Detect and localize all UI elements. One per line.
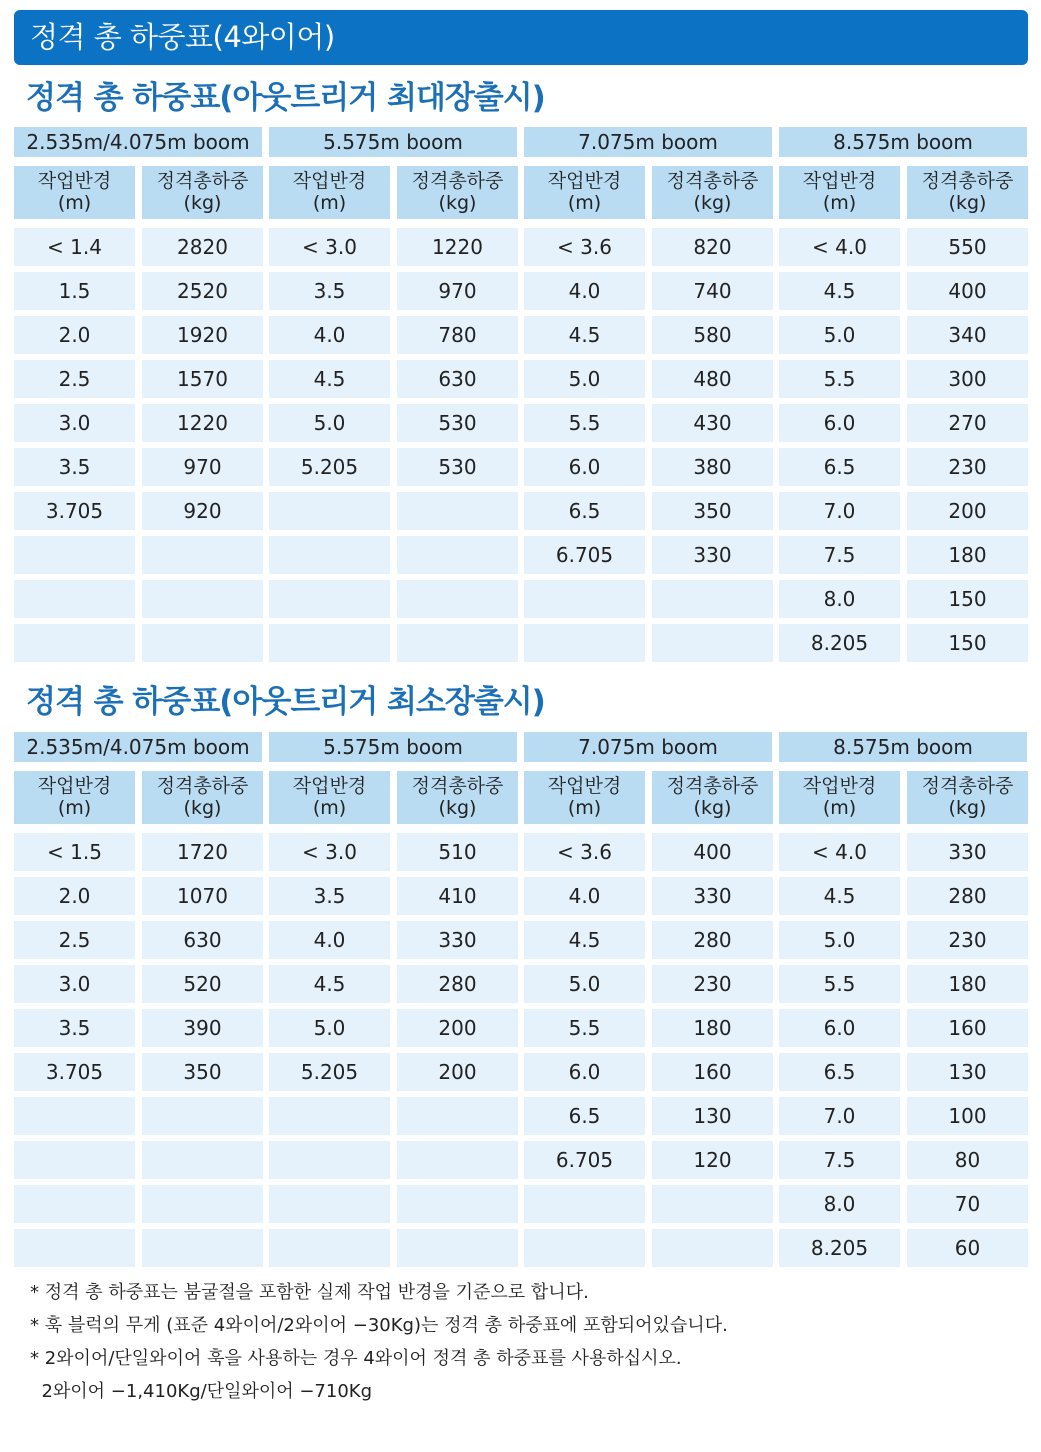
column-header-load	[397, 771, 518, 824]
load-cell	[397, 624, 518, 662]
load-cell: 200	[907, 492, 1028, 530]
header-unit: (kg)	[183, 192, 222, 214]
table-row	[14, 448, 1028, 486]
table-row	[14, 492, 1028, 530]
load-cell	[652, 624, 773, 662]
radius-cell: 3.0	[14, 404, 135, 442]
load-cell: 1070	[142, 877, 263, 915]
radius-cell: < 4.0	[779, 833, 900, 871]
footnote: * 훅 블럭의 무게 (표준 4와이어/2와이어 −30Kg)는 정격 총 하중표에 포함되어있습니다.	[30, 1315, 728, 1336]
load-cell: 330	[652, 877, 773, 915]
radius-cell: 6.0	[524, 1053, 645, 1091]
boom-group-row	[14, 732, 1028, 762]
load-cell: 820	[652, 228, 773, 266]
header-unit: (m)	[822, 797, 857, 819]
load-cell: 160	[652, 1053, 773, 1091]
radius-cell: 5.205	[269, 448, 390, 486]
load-cell: 340	[907, 316, 1028, 354]
radius-cell	[269, 536, 390, 574]
load-cell	[652, 1229, 773, 1267]
radius-cell: 6.705	[524, 536, 645, 574]
radius-cell	[524, 1229, 645, 1267]
load-cell: 520	[142, 965, 263, 1003]
radius-cell	[14, 1097, 135, 1135]
load-cell: 970	[142, 448, 263, 486]
load-cell: 390	[142, 1009, 263, 1047]
load-cell	[142, 1141, 263, 1179]
load-cell: 1720	[142, 833, 263, 871]
radius-cell: 1.5	[14, 272, 135, 310]
load-cell: 270	[907, 404, 1028, 442]
radius-cell: 7.0	[779, 492, 900, 530]
radius-cell: 6.705	[524, 1141, 645, 1179]
footnote: * 2와이어/단일와이어 훅을 사용하는 경우 4와이어 정격 총 하중표를 사용하십시오.	[30, 1348, 682, 1369]
radius-cell: < 3.6	[524, 833, 645, 871]
header-unit: (kg)	[948, 192, 987, 214]
radius-cell: 5.0	[269, 404, 390, 442]
table-row	[14, 316, 1028, 354]
table-row	[14, 877, 1028, 915]
load-cell: 60	[907, 1229, 1028, 1267]
table-row	[14, 360, 1028, 398]
load-cell: 410	[397, 877, 518, 915]
load-cell	[652, 580, 773, 618]
radius-cell	[524, 1185, 645, 1223]
load-cell: 330	[907, 833, 1028, 871]
radius-cell: 3.0	[14, 965, 135, 1003]
radius-cell: 5.5	[524, 404, 645, 442]
table-row	[14, 580, 1028, 618]
radius-cell: 8.205	[779, 624, 900, 662]
radius-cell	[14, 1141, 135, 1179]
load-cell	[142, 1229, 263, 1267]
radius-cell: 2.5	[14, 921, 135, 959]
radius-cell: 4.5	[269, 360, 390, 398]
load-cell	[397, 1141, 518, 1179]
header-label: 정격총하중	[666, 775, 759, 797]
load-cell: 430	[652, 404, 773, 442]
load-cell	[397, 492, 518, 530]
radius-cell	[14, 624, 135, 662]
load-cell	[142, 580, 263, 618]
load-cell: 280	[397, 965, 518, 1003]
radius-cell: 6.0	[779, 404, 900, 442]
radius-cell: 4.0	[524, 272, 645, 310]
header-unit: (m)	[57, 192, 92, 214]
radius-cell	[269, 1185, 390, 1223]
load-cell	[397, 1185, 518, 1223]
radius-cell	[269, 580, 390, 618]
radius-cell: 8.0	[779, 580, 900, 618]
load-cell: 180	[907, 536, 1028, 574]
radius-cell: 7.0	[779, 1097, 900, 1135]
load-cell: 780	[397, 316, 518, 354]
load-cell: 630	[142, 921, 263, 959]
radius-cell: 4.5	[269, 965, 390, 1003]
radius-cell: 4.5	[779, 877, 900, 915]
column-header-radius	[14, 771, 135, 824]
load-cell: 280	[907, 877, 1028, 915]
header-label: 정격총하중	[921, 775, 1014, 797]
column-header-radius	[524, 771, 645, 824]
column-header-radius	[14, 166, 135, 219]
radius-cell: < 4.0	[779, 228, 900, 266]
header-label: 작업반경	[292, 170, 367, 192]
load-cell: 350	[142, 1053, 263, 1091]
header-label: 작업반경	[37, 775, 112, 797]
load-cell: 200	[397, 1009, 518, 1047]
header-unit: (m)	[312, 797, 347, 819]
header-label: 정격총하중	[411, 170, 504, 192]
boom-group-header: 8.575m boom	[779, 127, 1027, 157]
radius-cell: 3.5	[269, 272, 390, 310]
boom-group-header: 2.535m/4.075m boom	[14, 127, 262, 157]
header-unit: (kg)	[438, 797, 477, 819]
radius-cell: 3.705	[14, 492, 135, 530]
table-row	[14, 1097, 1028, 1135]
load-cell: 300	[907, 360, 1028, 398]
radius-cell: 4.0	[269, 316, 390, 354]
radius-cell: 6.5	[779, 448, 900, 486]
radius-cell: 2.5	[14, 360, 135, 398]
header-label: 정격총하중	[411, 775, 504, 797]
radius-cell: 3.5	[269, 877, 390, 915]
radius-cell: 7.5	[779, 1141, 900, 1179]
header-label: 작업반경	[802, 775, 877, 797]
table-row	[14, 228, 1028, 266]
load-cell: 380	[652, 448, 773, 486]
radius-cell	[269, 1097, 390, 1135]
radius-cell: 6.5	[524, 1097, 645, 1135]
column-header-row	[14, 771, 1028, 824]
load-cell: 530	[397, 404, 518, 442]
column-header-load	[652, 166, 773, 219]
load-cell	[397, 1097, 518, 1135]
load-cell: 330	[652, 536, 773, 574]
table-row	[14, 921, 1028, 959]
radius-cell	[269, 1141, 390, 1179]
table-row	[14, 1141, 1028, 1179]
load-cell	[397, 536, 518, 574]
radius-cell: 5.5	[779, 965, 900, 1003]
column-header-load	[142, 771, 263, 824]
load-cell: 2520	[142, 272, 263, 310]
header-unit: (kg)	[693, 797, 732, 819]
radius-cell: 4.5	[779, 272, 900, 310]
load-cell: 1220	[397, 228, 518, 266]
load-cell: 180	[652, 1009, 773, 1047]
load-cell: 550	[907, 228, 1028, 266]
load-cell: 100	[907, 1097, 1028, 1135]
header-label: 작업반경	[547, 775, 622, 797]
load-cell	[142, 624, 263, 662]
header-label: 정격총하중	[921, 170, 1014, 192]
load-cell: 200	[397, 1053, 518, 1091]
boom-group-header: 5.575m boom	[269, 127, 517, 157]
radius-cell: 4.0	[269, 921, 390, 959]
radius-cell: 6.5	[779, 1053, 900, 1091]
header-label: 정격총하중	[156, 775, 249, 797]
load-cell: 130	[652, 1097, 773, 1135]
load-cell: 1220	[142, 404, 263, 442]
column-header-load	[907, 771, 1028, 824]
header-label: 작업반경	[802, 170, 877, 192]
boom-group-header: 5.575m boom	[269, 732, 517, 762]
radius-cell	[14, 580, 135, 618]
load-cell: 330	[397, 921, 518, 959]
load-cell: 740	[652, 272, 773, 310]
radius-cell: 4.5	[524, 921, 645, 959]
load-cell: 580	[652, 316, 773, 354]
load-cell: 230	[907, 448, 1028, 486]
load-cell	[397, 1229, 518, 1267]
column-header-radius	[779, 771, 900, 824]
column-header-load	[652, 771, 773, 824]
column-header-row	[14, 166, 1028, 219]
header-label: 작업반경	[292, 775, 367, 797]
radius-cell: 8.0	[779, 1185, 900, 1223]
header-unit: (m)	[567, 797, 602, 819]
radius-cell: 2.0	[14, 316, 135, 354]
load-cell: 920	[142, 492, 263, 530]
radius-cell	[524, 624, 645, 662]
load-cell: 630	[397, 360, 518, 398]
radius-cell: 3.705	[14, 1053, 135, 1091]
radius-cell: 6.0	[779, 1009, 900, 1047]
load-cell: 400	[907, 272, 1028, 310]
radius-cell: 5.0	[524, 360, 645, 398]
load-cell: 1570	[142, 360, 263, 398]
table-row	[14, 1009, 1028, 1047]
radius-cell	[269, 624, 390, 662]
page-banner: 정격 총 하중표(4와이어)	[14, 10, 1028, 65]
header-unit: (kg)	[438, 192, 477, 214]
load-cell: 280	[652, 921, 773, 959]
header-label: 작업반경	[547, 170, 622, 192]
load-cell	[142, 1097, 263, 1135]
load-cell	[652, 1185, 773, 1223]
column-header-radius	[524, 166, 645, 219]
table-row	[14, 965, 1028, 1003]
load-cell: 180	[907, 965, 1028, 1003]
load-cell: 130	[907, 1053, 1028, 1091]
load-cell: 230	[652, 965, 773, 1003]
load-cell: 150	[907, 580, 1028, 618]
table-title-min-outrigger: 정격 총 하중표(아웃트리거 최소장출시)	[26, 684, 545, 720]
radius-cell: 4.0	[524, 877, 645, 915]
column-header-radius	[269, 771, 390, 824]
radius-cell	[14, 1229, 135, 1267]
footnotes	[30, 1276, 1020, 1408]
column-header-load	[397, 166, 518, 219]
load-cell	[142, 536, 263, 574]
radius-cell: < 3.6	[524, 228, 645, 266]
header-unit: (m)	[567, 192, 602, 214]
header-unit: (kg)	[183, 797, 222, 819]
load-cell	[397, 580, 518, 618]
radius-cell: < 1.5	[14, 833, 135, 871]
table-title-max-outrigger: 정격 총 하중표(아웃트리거 최대장출시)	[26, 80, 545, 116]
header-unit: (kg)	[693, 192, 732, 214]
table-row	[14, 833, 1028, 871]
column-header-radius	[779, 166, 900, 219]
header-unit: (m)	[822, 192, 857, 214]
load-cell: 400	[652, 833, 773, 871]
table-row	[14, 536, 1028, 574]
radius-cell: 8.205	[779, 1229, 900, 1267]
radius-cell	[14, 1185, 135, 1223]
table-row	[14, 272, 1028, 310]
column-header-load	[907, 166, 1028, 219]
radius-cell: < 3.0	[269, 228, 390, 266]
load-cell: 70	[907, 1185, 1028, 1223]
radius-cell: 5.205	[269, 1053, 390, 1091]
boom-group-header: 2.535m/4.075m boom	[14, 732, 262, 762]
header-label: 정격총하중	[666, 170, 759, 192]
load-cell: 510	[397, 833, 518, 871]
load-cell: 160	[907, 1009, 1028, 1047]
radius-cell	[269, 1229, 390, 1267]
boom-group-header: 7.075m boom	[524, 127, 772, 157]
load-cell: 1920	[142, 316, 263, 354]
radius-cell	[524, 580, 645, 618]
load-cell: 120	[652, 1141, 773, 1179]
radius-cell	[14, 536, 135, 574]
header-unit: (kg)	[948, 797, 987, 819]
table-row	[14, 1053, 1028, 1091]
radius-cell: 5.5	[524, 1009, 645, 1047]
radius-cell: 3.5	[14, 1009, 135, 1047]
radius-cell: 7.5	[779, 536, 900, 574]
radius-cell: 5.0	[524, 965, 645, 1003]
table-row	[14, 1229, 1028, 1267]
header-unit: (m)	[312, 192, 347, 214]
table-row	[14, 404, 1028, 442]
column-header-load	[142, 166, 263, 219]
header-unit: (m)	[57, 797, 92, 819]
radius-cell: 5.0	[779, 921, 900, 959]
header-label: 작업반경	[37, 170, 112, 192]
column-header-radius	[269, 166, 390, 219]
radius-cell: 4.5	[524, 316, 645, 354]
load-cell	[142, 1185, 263, 1223]
boom-group-row	[14, 127, 1028, 157]
table-row	[14, 1185, 1028, 1223]
radius-cell: 2.0	[14, 877, 135, 915]
load-cell: 150	[907, 624, 1028, 662]
boom-group-header: 8.575m boom	[779, 732, 1027, 762]
footnote: 2와이어 −1,410Kg/단일와이어 −710Kg	[30, 1381, 373, 1402]
load-cell: 230	[907, 921, 1028, 959]
load-cell: 480	[652, 360, 773, 398]
load-cell: 350	[652, 492, 773, 530]
radius-cell: 5.0	[269, 1009, 390, 1047]
footnote: * 정격 총 하중표는 붐굴절을 포함한 실제 작업 반경을 기준으로 합니다.	[30, 1282, 589, 1303]
load-cell: 970	[397, 272, 518, 310]
table-row	[14, 624, 1028, 662]
radius-cell	[269, 492, 390, 530]
header-label: 정격총하중	[156, 170, 249, 192]
boom-group-header: 7.075m boom	[524, 732, 772, 762]
load-cell: 80	[907, 1141, 1028, 1179]
radius-cell: 6.5	[524, 492, 645, 530]
radius-cell: 5.0	[779, 316, 900, 354]
radius-cell: 3.5	[14, 448, 135, 486]
load-cell: 530	[397, 448, 518, 486]
radius-cell: < 3.0	[269, 833, 390, 871]
load-cell: 2820	[142, 228, 263, 266]
radius-cell: < 1.4	[14, 228, 135, 266]
radius-cell: 6.0	[524, 448, 645, 486]
radius-cell: 5.5	[779, 360, 900, 398]
